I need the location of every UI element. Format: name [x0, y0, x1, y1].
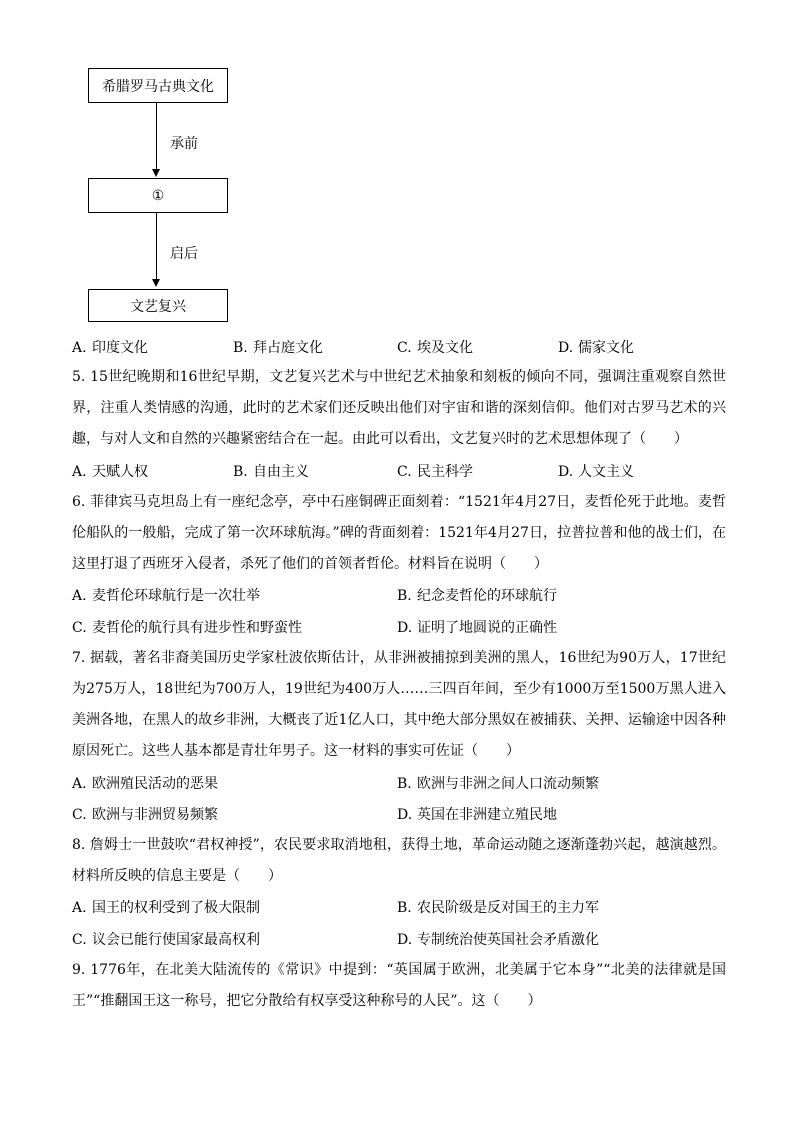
q4-option-c[interactable] — [397, 338, 473, 358]
flowchart-box-top — [88, 68, 228, 103]
flowchart-arrow-1-label: 承前 — [170, 136, 198, 152]
question-5-stem: 5. 15世纪晚期和16世纪早期，文艺复兴艺术与中世纪艺术抽象和刻板的倾向不同，强调注重观察自然世界，注重人类情感的沟通，此时的艺术家们还反映出他们对宇宙和谐的深刻信仰。他们对古罗马艺术的兴趣，与对人文和自然的兴趣紧密结合在一起。由此可以看出，文艺复兴时的艺术思想体现了（ ） — [72, 369, 726, 447]
option-text: 埃及文化 — [417, 340, 473, 356]
option-letter: B. — [233, 340, 248, 356]
option-text: 拜占庭文化 — [253, 340, 323, 356]
q6-option-a[interactable] — [72, 586, 260, 606]
option-text: 证明了地圆说的正确性 — [417, 620, 557, 636]
q8-option-d[interactable] — [397, 930, 599, 950]
q4-option-d[interactable] — [558, 338, 634, 358]
q7-option-b[interactable] — [397, 774, 599, 794]
option-letter: D. — [397, 620, 413, 636]
flowchart-box-bottom — [88, 289, 228, 322]
option-text: 国王的权利受到了极大限制 — [92, 900, 260, 916]
option-text: 欧洲殖民活动的恶果 — [92, 776, 218, 792]
option-letter: B. — [233, 464, 248, 480]
option-text: 欧洲与非洲贸易频繁 — [92, 807, 218, 823]
option-text: 印度文化 — [92, 340, 148, 356]
option-letter: A. — [72, 340, 87, 356]
q5-option-d[interactable] — [558, 462, 634, 482]
flowchart-arrow-2-label: 启后 — [170, 246, 198, 262]
flowchart-box-bottom-text: 文艺复兴 — [130, 298, 186, 315]
option-text: 民主科学 — [417, 464, 473, 480]
option-letter: A. — [72, 900, 87, 916]
q4-option-b[interactable] — [233, 338, 323, 358]
arrowhead-1-icon — [152, 169, 160, 177]
option-letter: A. — [72, 464, 87, 480]
option-letter: B. — [397, 900, 412, 916]
q4-option-a[interactable] — [72, 338, 148, 358]
q5-option-b[interactable] — [233, 462, 309, 482]
option-letter: B. — [397, 776, 412, 792]
q7-option-d[interactable] — [397, 805, 557, 825]
question-7-stem: 7. 据载，著名非裔美国历史学家杜波依斯估计，从非洲被捕掠到美洲的黑人，16世纪为90万人，17世纪为275万人，18世纪为700万人，19世纪为400万人……三四百年间，至少有1000万至1500万黑人进入美洲各地，在黑人的故乡非洲，大概丧了近1亿人口，其中绝大部分黑奴在被捕获、关押、运输途中因各种原因死亡。这些人基本都是青壮年男子。这一材料的事实可佐证（ ） — [72, 650, 726, 759]
option-letter: D. — [397, 807, 413, 823]
arrowhead-2-icon — [152, 279, 160, 287]
q5-option-a[interactable] — [72, 462, 148, 482]
q6-option-c[interactable] — [72, 618, 302, 638]
option-letter: D. — [397, 932, 413, 948]
question-8-stem: 8. 詹姆士一世鼓吹“君权神授”，农民要求取消地租，获得土地，革命运动随之逐渐蓬勃兴起，越演越烈。材料所反映的信息主要是（ ） — [72, 837, 726, 884]
option-letter: B. — [397, 588, 412, 604]
q7-option-a[interactable] — [72, 774, 218, 794]
flowchart-arrow-1 — [156, 103, 157, 170]
option-text: 麦哲伦环球航行是一次壮举 — [92, 588, 260, 604]
option-letter: C. — [72, 932, 87, 948]
q8-option-b[interactable] — [397, 898, 599, 918]
option-text: 专制统治使英国社会矛盾激化 — [417, 932, 599, 948]
option-letter: A. — [72, 588, 87, 604]
question-9-stem: 9. 1776年，在北美大陆流传的《常识》中提到：“英国属于欧洲，北美属于它本身”“北美的法律就是国王”“推翻国王这一称号，把它分散给有权享受这种称号的人民”。这（ ） — [72, 962, 726, 1009]
flowchart-box-top-text: 希腊罗马古典文化 — [102, 78, 214, 95]
option-text: 议会已能行使国家最高权利 — [92, 932, 260, 948]
option-letter: C. — [397, 340, 412, 356]
option-text: 纪念麦哲伦的环球航行 — [417, 588, 557, 604]
option-text: 人文主义 — [578, 464, 634, 480]
q7-option-c[interactable] — [72, 805, 218, 825]
option-letter: D. — [558, 464, 574, 480]
q8-option-c[interactable] — [72, 930, 260, 950]
flowchart-arrow-2 — [156, 213, 157, 280]
flowchart-box-middle — [88, 178, 228, 213]
option-text: 英国在非洲建立殖民地 — [417, 807, 557, 823]
option-letter: C. — [72, 807, 87, 823]
option-text: 欧洲与非洲之间人口流动频繁 — [417, 776, 599, 792]
option-text: 自由主义 — [253, 464, 309, 480]
option-text: 儒家文化 — [578, 340, 634, 356]
q5-option-c[interactable] — [397, 462, 473, 482]
flowchart-box-middle-text: ① — [151, 187, 165, 204]
q6-option-d[interactable] — [397, 618, 557, 638]
option-letter: C. — [72, 620, 87, 636]
option-text: 天赋人权 — [92, 464, 148, 480]
option-text: 农民阶级是反对国王的主力军 — [417, 900, 599, 916]
option-letter: A. — [72, 776, 87, 792]
option-letter: D. — [558, 340, 574, 356]
q8-option-a[interactable] — [72, 898, 260, 918]
q6-option-b[interactable] — [397, 586, 557, 606]
option-letter: C. — [397, 464, 412, 480]
option-text: 麦哲伦的航行具有进步性和野蛮性 — [92, 620, 302, 636]
question-6-stem: 6. 菲律宾马克坦岛上有一座纪念亭，亭中石座铜碑正面刻着：“1521年4月27日，麦哲伦死于此地。麦哲伦船队的一般船，完成了第一次环球航海。”碑的背面刻着：1521年4月27日，拉普拉普和他的战士们，在这里打退了西班牙入侵者，杀死了他们的首领者哲伦。材料旨在说明（ ） — [72, 494, 726, 572]
